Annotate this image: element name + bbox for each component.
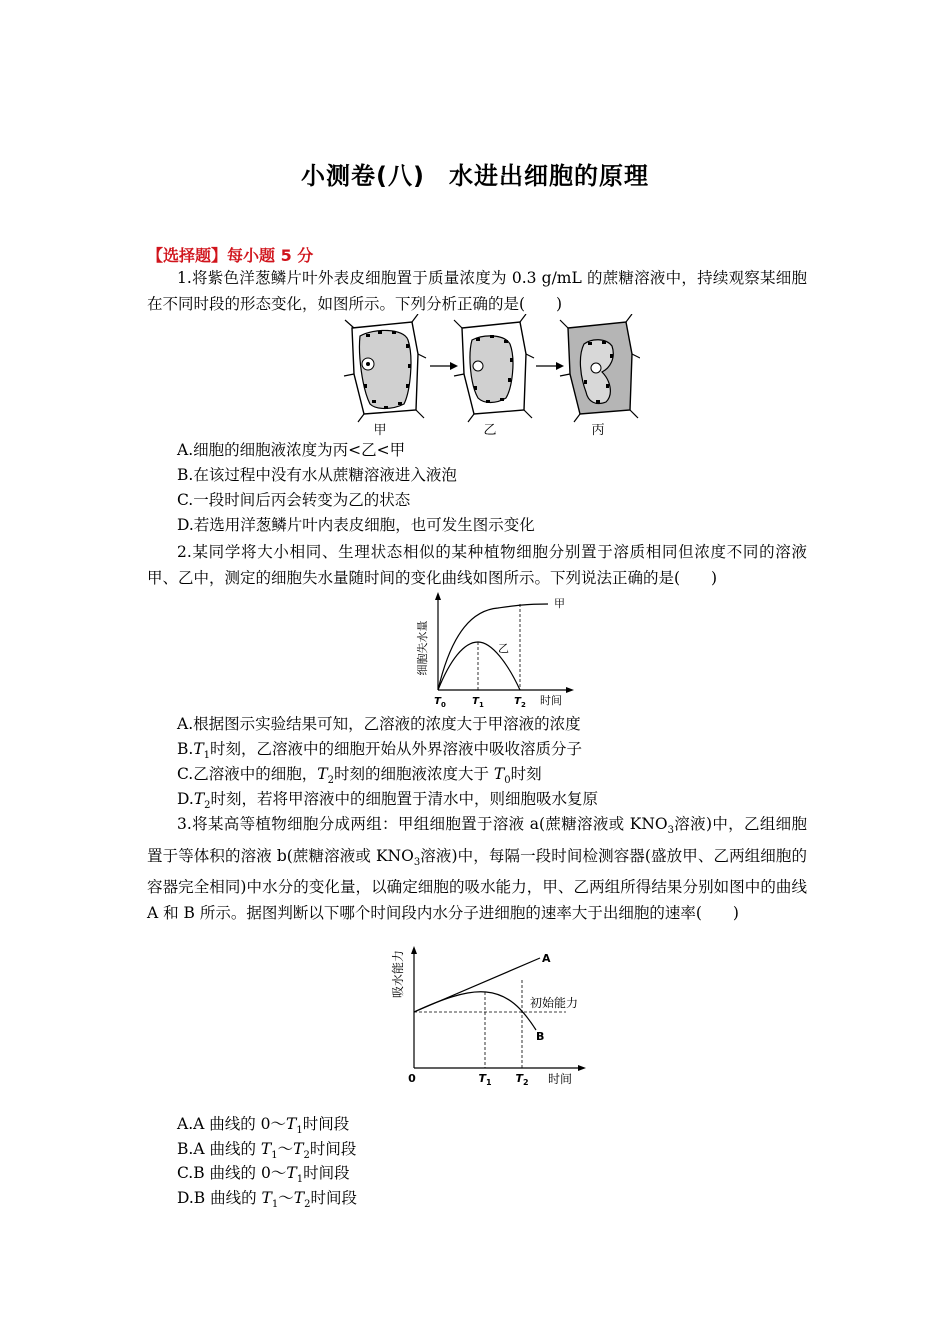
q1-option-a[interactable]: A.细胞的细胞液浓度为丙<乙<甲 (177, 441, 406, 459)
q3-baseline-label: 初始能力 (530, 996, 579, 1010)
fig1-label-yi: 乙 (483, 423, 497, 438)
q2-option-b[interactable]: $B.T_1$时刻，乙溶液中的细胞开始从外界溶液中吸收溶质分子 (177, 740, 583, 762)
title-right: 水进出细胞的原理 (448, 162, 649, 190)
fig1-label-jia: 甲 (373, 423, 387, 438)
q3-option-a[interactable]: A.A 曲线的 $0\sim T_1$时间段 (177, 1115, 350, 1137)
q3-stem: 3.将某高等植物细胞分成两组：甲组细胞置于溶液 a(蔗糖溶液或 $KNO_3$溶液)中，乙组细胞置于等体积的溶液 b(蔗糖溶液或 $KNO_3$溶液)中，每隔一段时间检测容器(盛放甲、乙两组细胞的容器完全相同)中水分的变化量，以确定细胞的吸水能力，甲、乙两组所得结果分别如图中的曲线 A 和 B 所示。据图判断以下哪个时间段内水分子进细胞的速率大于出细胞的速率( ) (147, 815, 807, 922)
q1-cell-figure (340, 314, 640, 438)
q2-option-c[interactable]: C.乙溶液中的细胞，$T_2$时刻的细胞液浓度大于 $T_0$时刻 (177, 765, 542, 787)
q2-curve-label-jia: 甲 (554, 597, 565, 610)
q2-tick-t2: $T_2$ (514, 696, 526, 709)
cell-yi-diagram (454, 314, 534, 422)
q3-curve-label-a: A (542, 952, 551, 965)
q3-option-c[interactable]: C.B 曲线的 $0\sim T_1$时间段 (177, 1164, 350, 1186)
q3-tick-t1: $T_1$ (478, 1072, 492, 1087)
q2-ylabel: 细胞失水量 (416, 620, 429, 676)
q2-option-d[interactable]: $D.T_2$时刻，若将甲溶液中的细胞置于清水中，则细胞吸水复原 (177, 790, 599, 812)
page-title (0, 156, 950, 191)
q3-tick-t2: $T_2$ (515, 1072, 529, 1087)
q2-stem: 2.某同学将大小相同、生理状态相似的某种植物细胞分别置于溶质相同但浓度不同的溶液甲、乙中，测定的细胞失水量随时间的变化曲线如图所示。下列说法正确的是( ) (147, 543, 807, 587)
q3-curve-label-b: B (536, 1030, 545, 1043)
cell-jia-diagram (344, 314, 426, 422)
section-label: 【选择题】每小题 5 分 (147, 246, 314, 265)
curve-jia (438, 604, 548, 690)
q3-ylabel: 吸水能力 (391, 949, 405, 999)
q1-option-b[interactable]: B.在该过程中没有水从蔗糖溶液进入液泡 (177, 466, 457, 484)
q2-xlabel: 时间 (540, 694, 562, 707)
title-left: 小测卷(八) (301, 162, 425, 190)
q2-chart (408, 590, 578, 710)
q1-option-d[interactable]: D.若选用洋葱鳞片叶内表皮细胞，也可发生图示变化 (177, 516, 535, 534)
q3-chart (390, 940, 600, 1090)
curve-b (414, 992, 536, 1030)
q2-curve-label-yi: 乙 (498, 642, 509, 655)
fig1-label-bing: 丙 (591, 423, 605, 438)
q3-option-d[interactable]: D.B 曲线的 $T_1\sim T_2$时间段 (177, 1189, 358, 1211)
q1-stem: 1.将紫色洋葱鳞片叶外表皮细胞置于质量浓度为 0.3 g/mL 的蔗糖溶液中，持续观察某细胞在不同时段的形态变化，如图所示。下列分析正确的是( ) (147, 269, 807, 313)
q2-option-a[interactable]: A.根据图示实验结果可知，乙溶液的浓度大于甲溶液的浓度 (177, 715, 581, 733)
cell-bing-diagram (560, 314, 640, 422)
q2-tick-t0: $T_0$ (434, 696, 446, 709)
q2-tick-t1: $T_1$ (472, 696, 484, 709)
q3-xlabel: 时间 (548, 1072, 573, 1086)
q1-option-c[interactable]: C.一段时间后丙会转变为乙的状态 (177, 491, 411, 509)
q3-option-b[interactable]: B.A 曲线的 $T_1\sim T_2$时间段 (177, 1140, 357, 1162)
q3-origin: 0 (408, 1072, 416, 1085)
